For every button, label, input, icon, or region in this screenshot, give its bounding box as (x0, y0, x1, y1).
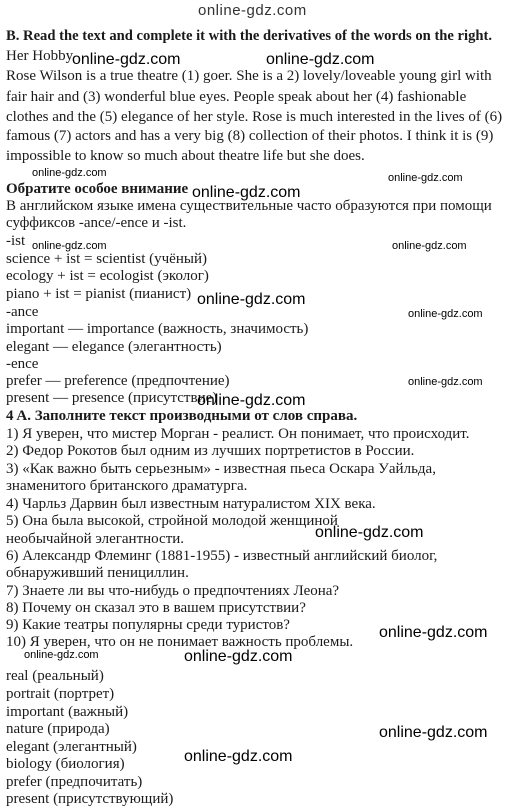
exercise-line: 4) Чарльз Дарвин был известным натуралистом XIX века. (6, 496, 376, 512)
word-list-item: present (присутствующий) (6, 791, 174, 807)
word-list-item: elegant (элегантный) (6, 739, 137, 755)
watermark: online-gdz.com (379, 724, 488, 741)
example-line: ecology + ist = ecologist (эколог) (6, 268, 209, 284)
exercise-line: 10) Я уверен, что он не понимает важность проблемы. (6, 634, 354, 650)
watermark: online-gdz.com (266, 51, 375, 68)
exercise-line: 1) Я уверен, что мистер Морган - реалист. Он понимает, что происходит. (6, 426, 470, 442)
text-title: Her Hobby (6, 48, 74, 64)
suffix-label-ence: -ence (6, 356, 39, 372)
exercise-line: 5) Она была высокой, стройной молодой женщиной (6, 513, 338, 529)
text-line: Rose Wilson is a true theatre (1) goer. She is a 2) lovely/loveable young girl with (6, 68, 492, 84)
watermark: online-gdz.com (408, 376, 483, 388)
watermark: online-gdz.com (192, 184, 301, 201)
attention-intro: суффиксов -ance/-ence и -ist. (6, 215, 187, 231)
example-line: present — presence (присутствие) (6, 390, 218, 406)
text-line: impossible to know so much about theatre life but she does. (6, 148, 365, 164)
example-line: elegant — elegance (элегантность) (6, 339, 222, 355)
exercise-line: 9) Какие театры популярны среди туристов? (6, 617, 290, 633)
example-line: important — importance (важность, значимость) (6, 321, 309, 337)
section-b-heading: B. Read the text and complete it with the derivatives of the words on the right. (6, 28, 492, 44)
exercise-line: знаменитого британского драматурга. (6, 478, 248, 494)
suffix-label-ist: -ist (6, 233, 26, 249)
watermark: online-gdz.com (32, 240, 107, 252)
exercise-4a-heading: 4 A. Заполните текст производными от слов справа. (6, 408, 358, 424)
watermark-top: online-gdz.com (198, 2, 307, 19)
text-line: famous (7) actors and has a very big (8) collection of their photos. I think it is (9) (6, 128, 494, 144)
example-line: piano + ist = pianist (пианист) (6, 286, 192, 302)
word-list-item: portrait (портрет) (6, 686, 115, 702)
exercise-line: обнаруживший пенициллин. (6, 565, 189, 581)
word-list-item: important (важный) (6, 704, 129, 720)
exercise-line: 6) Александр Флеминг (1881-1955) - известный английский биолог, (6, 548, 438, 564)
watermark: online-gdz.com (72, 51, 181, 68)
watermark: online-gdz.com (24, 649, 99, 661)
word-list-item: nature (природа) (6, 721, 110, 737)
attention-heading: Обратите особое внимание (6, 181, 189, 197)
exercise-line: 8) Почему он сказал это в вашем присутствии? (6, 600, 306, 616)
text-line: fair hair and (3) wonderful blue eyes. People speak about her (4) fashionable (6, 89, 467, 105)
watermark: online-gdz.com (32, 167, 107, 179)
watermark: online-gdz.com (315, 524, 424, 541)
text-line: clothes and the (5) elegance of her style. Rose is much interested in the lives of (6) (6, 109, 503, 125)
word-list-item: biology (биология) (6, 756, 125, 772)
watermark: online-gdz.com (392, 240, 467, 252)
watermark: online-gdz.com (184, 648, 293, 665)
word-list-item: real (реальный) (6, 668, 104, 684)
attention-intro: В английском языке имена существительные часто образуются при помощи (6, 198, 492, 214)
word-list-item: prefer (предпочитать) (6, 774, 143, 790)
watermark: online-gdz.com (408, 308, 483, 320)
exercise-line: необычайной элегантности. (6, 531, 185, 547)
exercise-line: 7) Знаете ли вы что-нибудь о предпочтениях Леона? (6, 583, 340, 599)
watermark: online-gdz.com (197, 392, 306, 409)
suffix-label-ance: -ance (6, 304, 39, 320)
watermark: online-gdz.com (388, 172, 463, 184)
example-line: prefer — preference (предпочтение) (6, 373, 230, 389)
watermark: online-gdz.com (184, 748, 293, 765)
watermark: online-gdz.com (197, 291, 306, 308)
exercise-line: 2) Федор Рокотов был одним из лучших портретистов в России. (6, 443, 415, 459)
example-line: science + ist = scientist (учёный) (6, 251, 207, 267)
watermark: online-gdz.com (379, 624, 488, 641)
exercise-line: 3) «Как важно быть серьезным» - известная пьеса Оскара Уайльда, (6, 461, 436, 477)
